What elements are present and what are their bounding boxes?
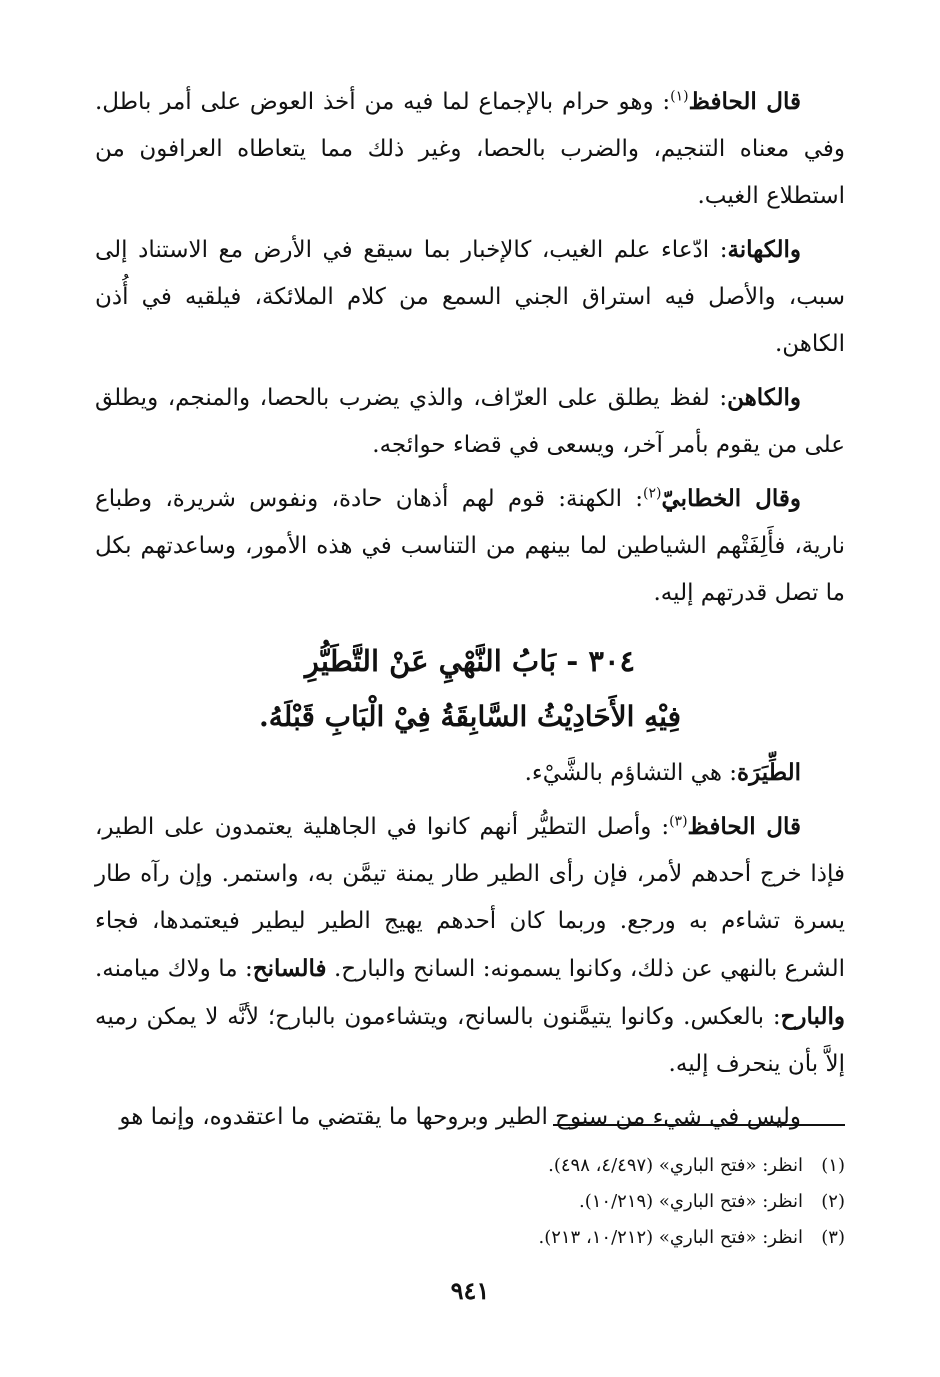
footnote-text: انظر: «فتح الباري» (٤/٤٩٧، ٤٩٨).	[548, 1155, 803, 1176]
term-qal-al-hafiz: قال الحافظ	[688, 88, 801, 115]
footnote-number: (٣)	[821, 1227, 845, 1248]
page-body	[95, 78, 845, 1147]
paragraph-khattabi	[95, 475, 845, 617]
term-sanih: فالسانح	[252, 955, 327, 982]
paragraph-kahana	[95, 226, 845, 368]
paragraph-hafiz-1	[95, 78, 845, 220]
footnote-ref-2[interactable]: (٢)	[643, 485, 662, 502]
paragraph-text: : بالعكس. وكانوا يتيمَّنون بالسانح، ويتشاءمون بالبارح؛ لأنَّه لا يمكن رميه إلاَّ بأن ينحرف إليه.	[95, 1004, 845, 1077]
footnote-text: انظر: «فتح الباري» (١٠/٢١٢، ٢١٣).	[538, 1227, 803, 1248]
footnote-ref-3[interactable]: (٣)	[669, 813, 688, 830]
paragraph-text: : هي التشاؤم بالشَّيْء.	[524, 760, 738, 786]
term-khattabi: وقال الخطابيّ	[661, 485, 801, 512]
term-tiyara: الطِّيَرَة	[737, 759, 801, 786]
paragraph-text: : وهو حرام بالإجماع لما فيه من أخذ العوض على أمر باطل. وفي معناه التنجيم، والضرب بالحصا، وغير ذلك مما يتعاطاه العرافون من استطلاع الغيب.	[95, 89, 845, 209]
paragraph-text: : ادّعاء علم الغيب، كالإخبار بما سيقع في الأرض مع الاستناد إلى سبب، والأصل فيه استراق الجني السمع من كلام الملائكة، فيلقيه في أُذن الكاهن.	[95, 237, 845, 357]
paragraph-text: : ما ولاك ميامنه.	[95, 956, 253, 982]
term-kahin: والكاهن	[727, 384, 801, 411]
footnote-2	[95, 1184, 845, 1220]
footnote-1	[95, 1148, 845, 1184]
footnote-text: انظر: «فتح الباري» (١٠/٢١٩).	[579, 1191, 803, 1212]
paragraph-text: : الكهنة: قوم لهم أذهان حادة، ونفوس شريرة، وطباع نارية، فأَلِفَتْهم الشياطين لما بينهم من التناسب في هذه الأمور، وساعدتهم بكل ما تصل قدرتهم إليه.	[95, 486, 845, 606]
footnotes	[95, 1148, 845, 1256]
footnote-number: (١)	[821, 1155, 845, 1176]
section-heading: ٣٠٤ - بَابُ النَّهْيِ عَنْ التَّطَيُّرِ	[304, 644, 636, 678]
paragraph-text: : لفظ يطلق على العرّاف، والذي يضرب بالحصا، والمنجم، ويطلق على من يقوم بأمر آخر، ويسعى في قضاء حوائجه.	[95, 385, 845, 458]
footnote-ref-1[interactable]: (١)	[670, 88, 689, 105]
footnote-3	[95, 1220, 845, 1256]
paragraph-text: : وأصل التطيُّر أنهم كانوا في الجاهلية يعتمدون على الطير، فإذا خرج أحدهم لأمر، فإن رأى الطير طار يمنة تيمَّن به، واستمر. وإن رآه طار يسرة تشاءم به ورجع. وربما كان أحدهم يهيج الطير ليطير فيعتمدها، فجاء الشرع بالنهي عن ذلك، وكانوا يسمونه: السانح والبارح.	[95, 814, 845, 982]
term-qal-al-hafiz: قال الحافظ	[687, 813, 801, 840]
paragraph-continued: وليس في شيء من سنوح الطير وبروحها ما يقتضي ما اعتقدوه، وإنما هو	[119, 1104, 801, 1130]
paragraph-hafiz-2	[95, 803, 845, 1088]
term-barih: والبارح	[780, 1003, 845, 1030]
footnote-number: (٢)	[821, 1191, 845, 1212]
paragraph-tiyara-definition	[95, 749, 845, 797]
paragraph-kahin	[95, 374, 845, 469]
term-kahana: والكهانة	[727, 236, 801, 263]
section-subheading: فِيْهِ الأَحَادِيْثُ السَّابِقَةُ فِيْ الْبَابِ قَبْلَهُ.	[259, 700, 681, 733]
page-number: ٩٤١	[450, 1276, 490, 1305]
footnote-divider	[553, 1124, 845, 1126]
